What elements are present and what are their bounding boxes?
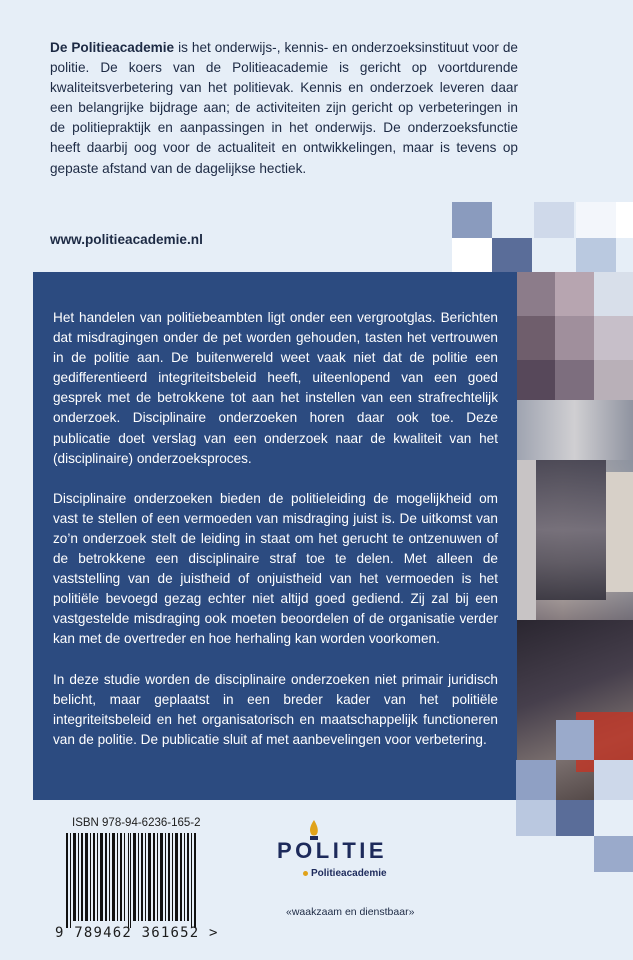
decor-square [576,238,616,272]
decor-square [516,800,556,836]
decor-square [594,760,633,800]
decor-square [616,202,633,238]
summary-paragraph-1: Het handelen van politiebeambten ligt onder een vergrootglas. Berichten dat misdragingen onder de pet worden gehouden, tasten het vertrouwen in de politie aan. De buitenwereld weet vaak niet dat de politie een gedifferentieerd integriteitsbeleid heeft, uiteenlopend van een goed gesprek met de betrokkene tot aan het instellen van een strafrechtelijk onderzoek. Disciplinaire onderzoeken horen daar ook toe. Deze publicatie doet verslag van een onderzoek naar de kwaliteit van het (disciplinaire) onderzoeksproces. [53,310,498,466]
top-area [0,0,633,280]
decor-square [516,760,556,800]
slogan: «waakzaam en dienstbaar» [286,906,415,918]
decor-square [534,202,574,238]
summary-paragraph-3: In deze studie worden de disciplinaire onderzoeken niet primair juridisch belicht, maar geplaatst in een breder kader van het politiële integriteitsbeleid en het organisatorisch en maatschappelijk functioneren van de politie. De publicatie sluit af met aanbevelingen voor verbetering. [53,671,498,747]
logo-word: POLITIE [277,838,388,863]
decor-square [576,202,616,238]
summary-text [53,308,498,770]
logo-dot [303,871,308,876]
barcode-digits: 9 789462 361652 > [55,925,219,941]
logo-subtitle: Politieacademie [311,868,387,879]
intro-text: is het onderwijs-, kennis- en onderzoeksinstituut voor de politie. De koers van de Politieacademie is gericht op voortdurende kwaliteitsverbetering van het politievak. Kennis en onderzoek leveren daar een belangrijke bijdrage aan; de activiteiten zijn gericht op verbeteringen in de politiepraktijk en aanpassingen in het onderwijs. De onderzoeksfunctie heeft daarbij oog voor de actualiteit en ontwikkelingen, maar is tevens op gepaste afstand van de dagelijkse hectiek. [50,40,518,176]
barcode [66,833,196,928]
decor-square [492,238,532,272]
summary-paragraph-2: Disciplinaire onderzoeken bieden de politieleiding de mogelijkheid om vast te stellen of een vermoeden van misdraging juist is. De uitkomst van zo’n onderzoek stelt de leiding in staat om het gerucht te ontzenuwen of de betrokkene een disciplinaire straf toe te delen. Met alleen de vaststelling van de juistheid of onjuistheid van het vermoeden is het politiële bevoegd gezag echter niet altijd goed gediend. Zij zal bij een vastgestelde misdraging ook moeten beoordelen of de organisatie verder kan met de overtreder en hoe herhaling kan worden voorkomen. [53,490,498,647]
brand-name: De Politieacademie [50,40,175,55]
decor-square [594,836,633,872]
decor-square [556,720,594,760]
decor-square [452,238,492,272]
isbn-label: ISBN 978-94-6236-165-2 [72,817,201,829]
decor-square [452,202,492,238]
politie-logo [277,820,417,890]
decor-square [556,800,594,836]
intro-paragraph [50,38,518,179]
website-link[interactable]: www.politieacademie.nl [50,232,203,247]
